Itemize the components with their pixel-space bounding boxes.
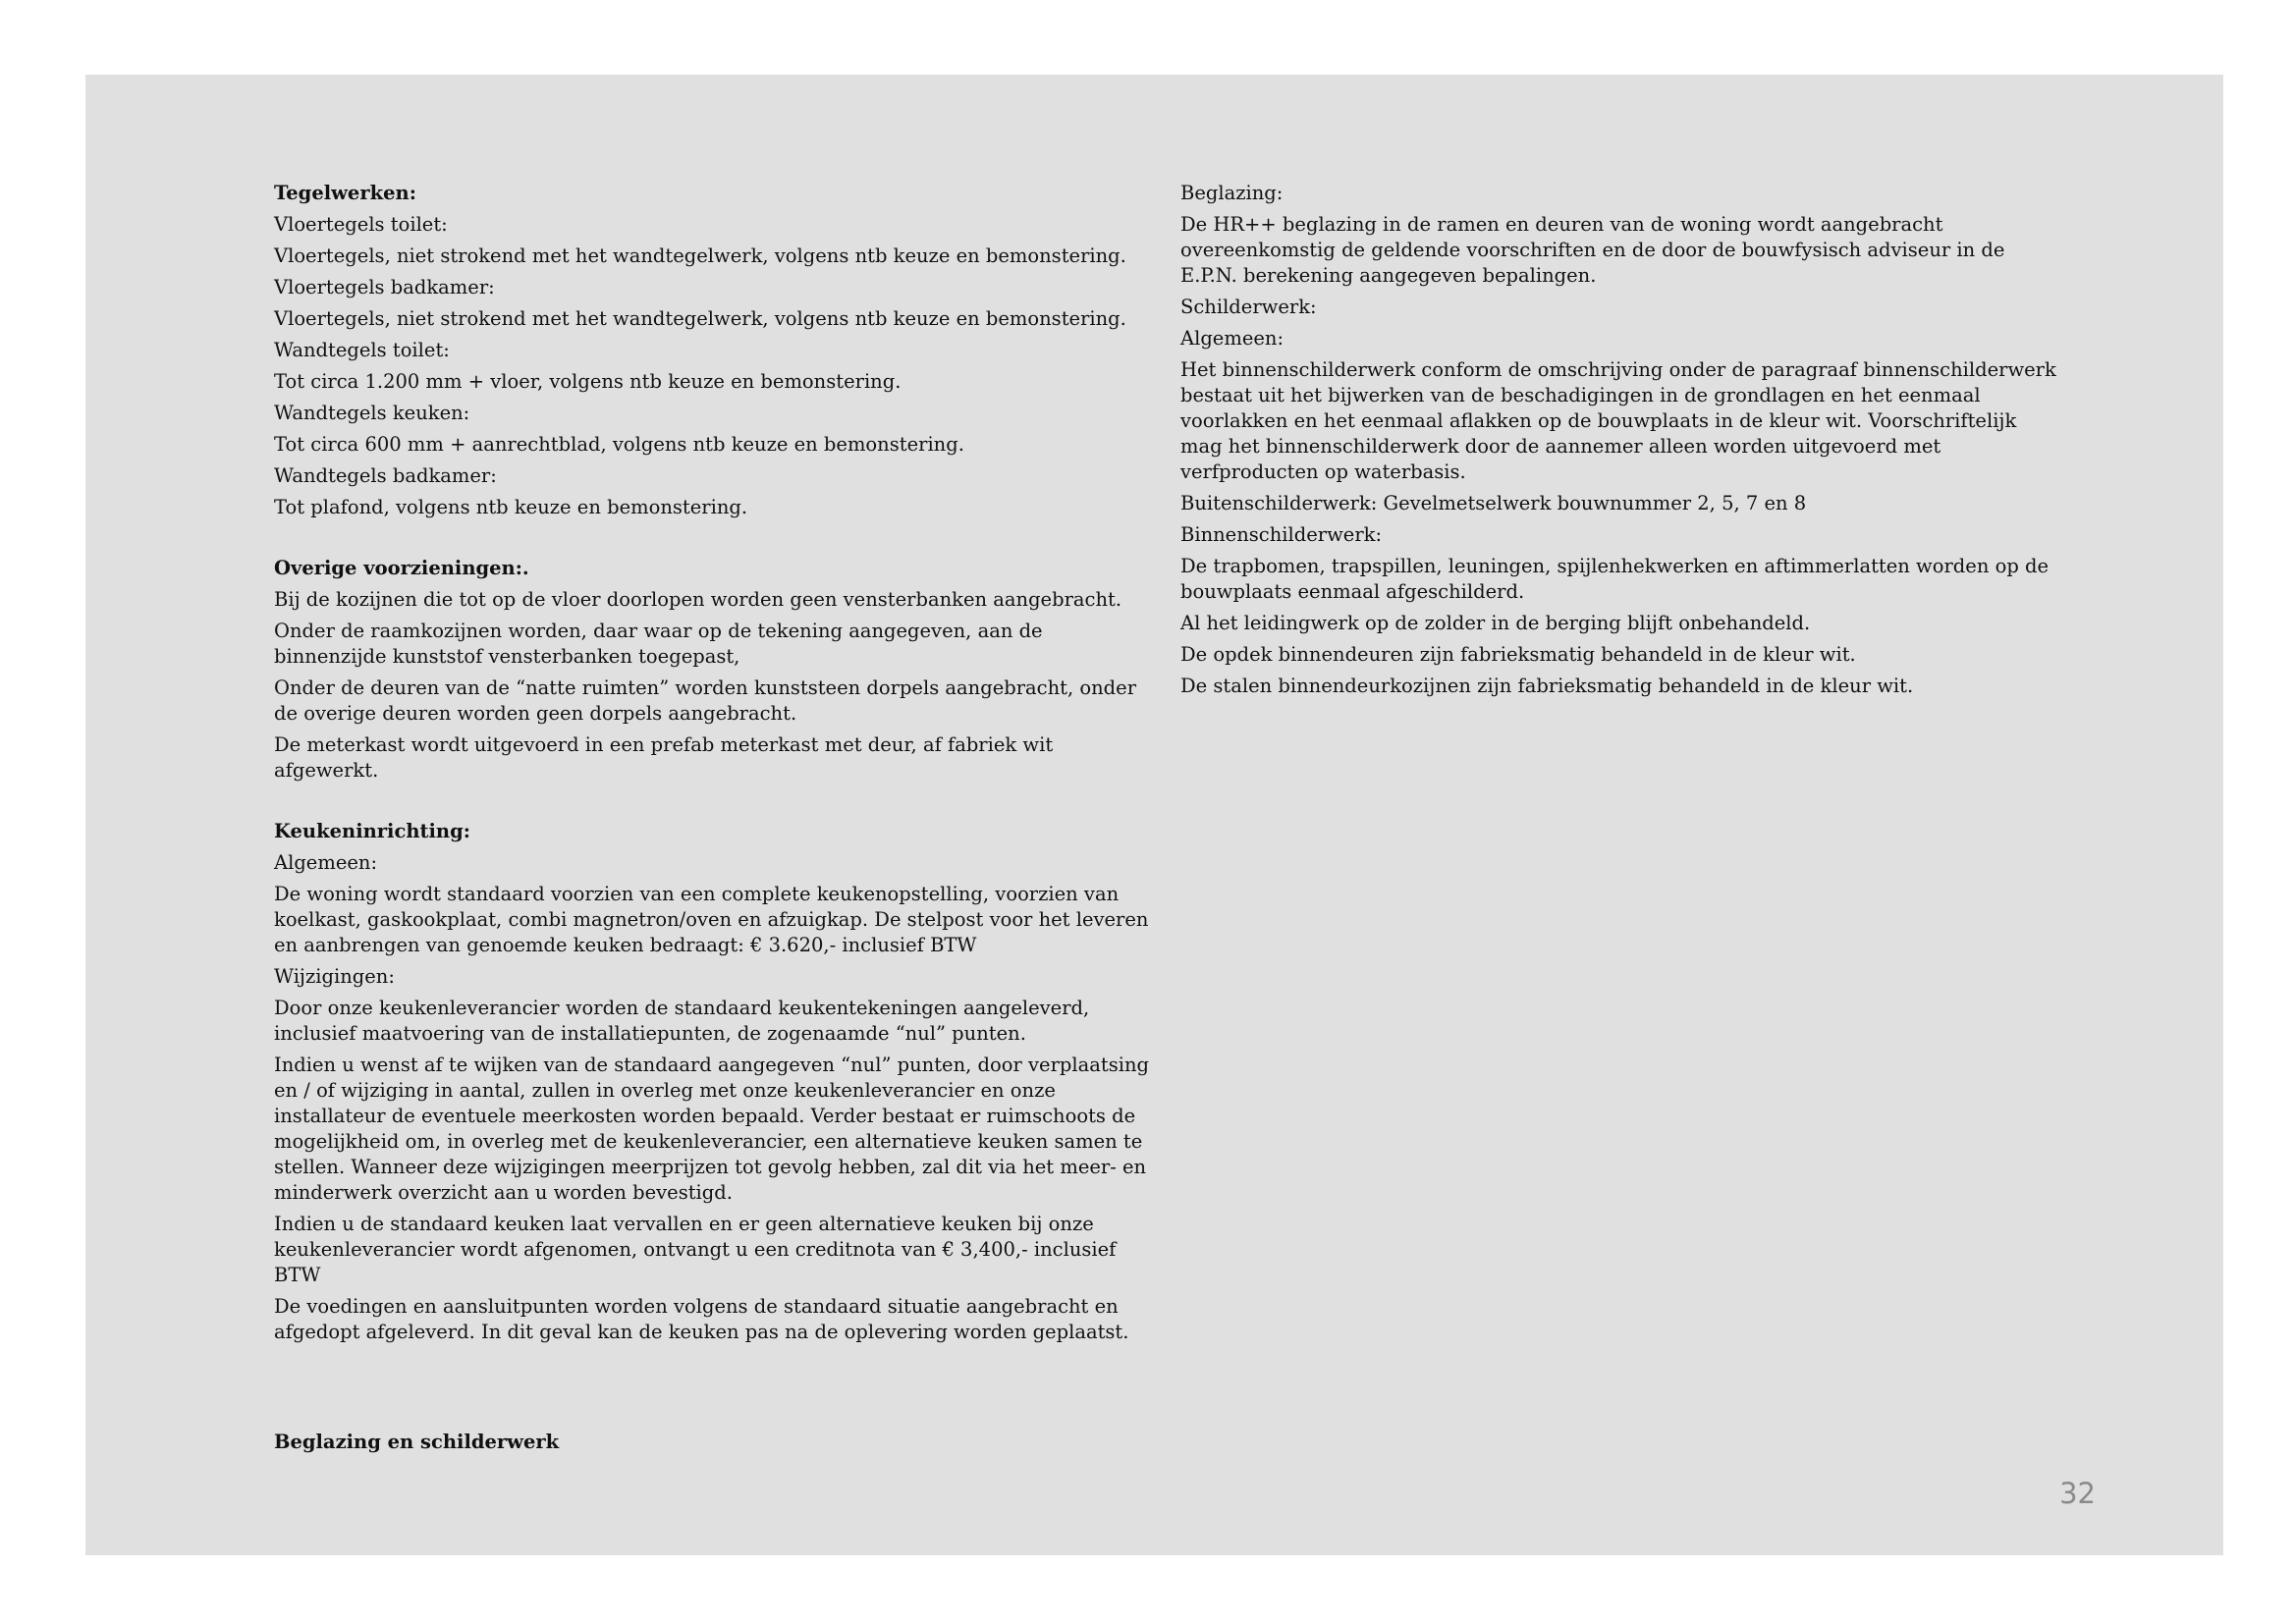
spacer [274,526,1158,556]
keuken-wijzigingen-paragraph-2: Indien u wenst af te wijken van de standaard aangegeven “nul” punten, door verplaatsing en / of wijziging in aantal, zullen in overleg met onze keukenleverancier en onze installateur de eventuele meerkosten worden bepaald. Verder bestaat er ruimschoots de mogelijkheid om, in overleg met de keukenleverancier, een alternatieve keuken samen te stellen. Wanneer deze wijzigingen meerprijzen tot gevolg hebben, zal dit via het meer- en minderwerk overzicht aan u worden bevestigd. [274,1054,1150,1204]
beglazing-schilderwerk-heading: Beglazing en schilderwerk [274,1431,560,1453]
overige-paragraph-4: De meterkast wordt uitgevoerd in een prefab meterkast met deur, af fabriek wit afgewerkt. [274,733,1054,782]
overige-paragraph-2: Onder de raamkozijnen worden, daar waar op de tekening aangegeven, aan de binnenzijde kunststof vensterbanken toegepast, [274,620,1043,668]
buitenschilderwerk-text: Buitenschilderwerk: Gevelmetselwerk bouwnummer 2, 5, 7 en 8 [1180,492,1807,514]
schilderwerk-label: Schilderwerk: [1180,296,1317,318]
spacer [274,789,1158,819]
beglazing-text: De HR++ beglazing in de ramen en deuren van de woning wordt aangebracht overeenkomstig de geldende voorschriften en de door de bouwfysisch adviseur in de E.P.N. berekening aangegeven bepalingen. [1180,213,2005,287]
beglazing-label: Beglazing: [1180,182,1284,204]
overige-paragraph-1: Bij de kozijnen die tot op de vloer doorlopen worden geen vensterbanken aangebracht. [274,588,1122,611]
keuken-wijzigingen-paragraph-1: Door onze keukenleverancier worden de standaard keukentekeningen aangeleverd, inclusief maatvoering van de installatiepunten, de zogenaamde “nul” punten. [274,997,1090,1045]
wandtegels-keuken-text: Tot circa 600 mm + aanrechtblad, volgens ntb keuze en bemonstering. [274,433,964,456]
page-number: 32 [2059,1477,2096,1510]
right-column [1180,181,2064,705]
spacer [274,1351,1158,1430]
schilderwerk-algemeen-text: Het binnenschilderwerk conform de omschrijving onder de paragraaf binnenschilderwerk bestaat uit het bijwerken van de beschadigingen in de grondlagen en het eenmaal voorlakken en het eenmaal aflakken op de bouwplaats in de kleur wit. Voorschriftelijk mag het binnenschilderwerk door de aannemer alleen worden uitgevoerd met verfproducten op waterbasis. [1180,358,2056,483]
vloertegels-badkamer-label: Vloertegels badkamer: [274,276,495,298]
vloertegels-badkamer-text: Vloertegels, niet strokend met het wandtegelwerk, volgens ntb keuze en bemonstering. [274,307,1126,330]
tegelwerken-heading: Tegelwerken: [274,182,416,204]
keuken-algemeen-label: Algemeen: [274,851,378,874]
left-column [274,181,1158,1461]
wandtegels-keuken-label: Wandtegels keuken: [274,402,470,424]
binnenschilderwerk-label: Binnenschilderwerk: [1180,523,1383,546]
wandtegels-toilet-label: Wandtegels toilet: [274,339,450,361]
vloertegels-toilet-text: Vloertegels, niet strokend met het wandtegelwerk, volgens ntb keuze en bemonstering. [274,244,1126,267]
keukeninrichting-heading: Keukeninrichting: [274,820,470,842]
wandtegels-toilet-text: Tot circa 1.200 mm + vloer, volgens ntb keuze en bemonstering. [274,370,902,393]
binnenschilderwerk-paragraph-4: De stalen binnendeurkozijnen zijn fabrieksmatig behandeld in de kleur wit. [1180,675,1914,697]
keuken-wijzigingen-paragraph-3: Indien u de standaard keuken laat vervallen en er geen alternatieve keuken bij onze keukenleverancier wordt afgenomen, ontvangt u een creditnota van € 3,400,- inclusief BTW [274,1213,1117,1286]
binnenschilderwerk-paragraph-3: De opdek binnendeuren zijn fabrieksmatig behandeld in de kleur wit. [1180,643,1856,666]
wandtegels-badkamer-text: Tot plafond, volgens ntb keuze en bemonstering. [274,496,748,518]
wandtegels-badkamer-label: Wandtegels badkamer: [274,464,497,487]
binnenschilderwerk-paragraph-1: De trapbomen, trapspillen, leuningen, spijlenhekwerken en aftimmerlatten worden op de bouwplaats eenmaal afgeschilderd. [1180,555,2050,603]
keuken-wijzigingen-paragraph-4: De voedingen en aansluitpunten worden volgens de standaard situatie aangebracht en afgedopt afgeleverd. In dit geval kan de keuken pas na de oplevering worden geplaatst. [274,1295,1129,1343]
keuken-algemeen-text: De woning wordt standaard voorzien van een complete keukenopstelling, voorzien van koelkast, gaskookplaat, combi magnetron/oven en afzuigkap. De stelpost voor het leveren en aanbrengen van genoemde keuken bedraagt: € 3.620,- inclusief BTW [274,883,1149,956]
binnenschilderwerk-paragraph-2: Al het leidingwerk op de zolder in de berging blijft onbehandeld. [1180,612,1811,634]
overige-paragraph-3: Onder de deuren van de “natte ruimten” worden kunststeen dorpels aangebracht, onder de overige deuren worden geen dorpels aangebracht. [274,676,1137,725]
overige-voorzieningen-heading: Overige voorzieningen:. [274,557,529,579]
keuken-wijzigingen-label: Wijzigingen: [274,965,395,988]
document-page [85,75,2223,1555]
schilderwerk-algemeen-label: Algemeen: [1180,327,1285,350]
vloertegels-toilet-label: Vloertegels toilet: [274,213,448,236]
